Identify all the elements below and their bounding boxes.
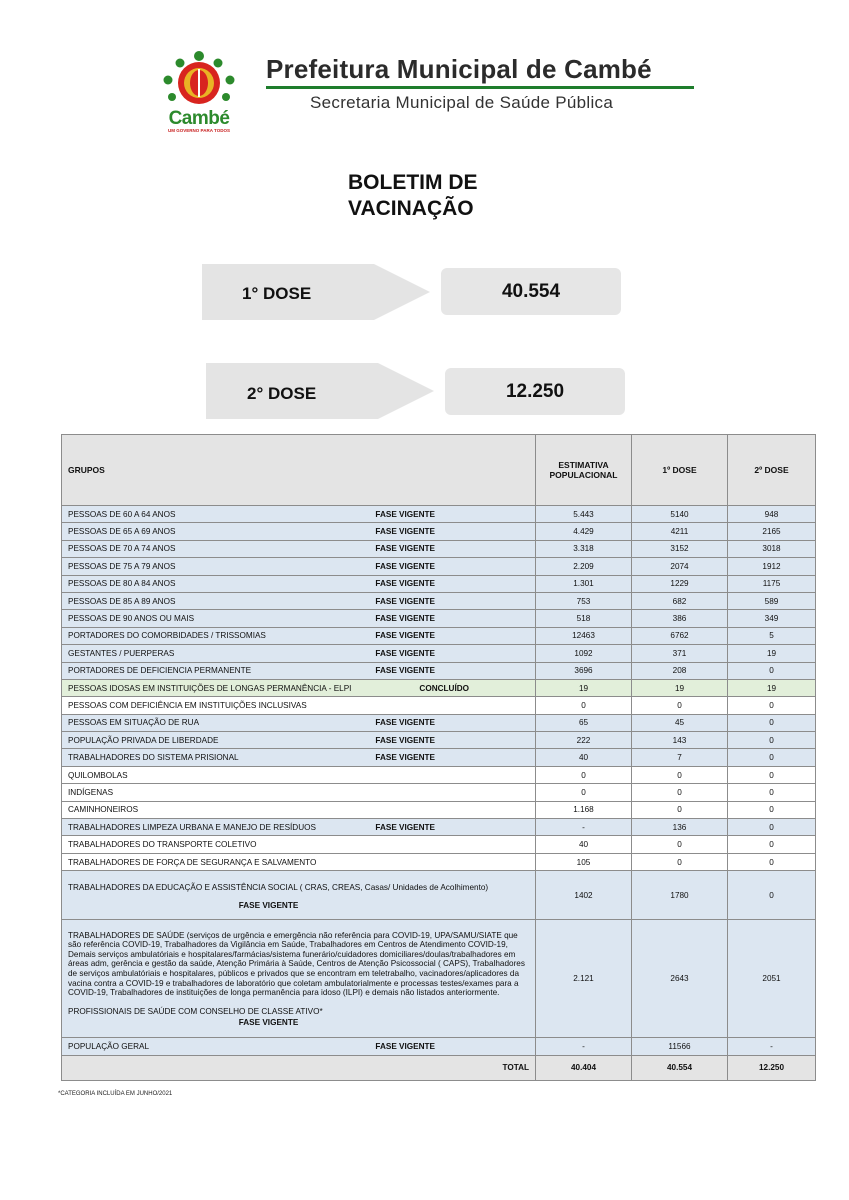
group-cell (62, 610, 536, 627)
estimate-cell: 1.301 (536, 575, 632, 592)
dose-1-cell: 19 (632, 679, 728, 696)
general-group-cell (62, 1038, 536, 1055)
group-label: TRABALHADORES DO TRANSPORTE COLETIVO (68, 840, 257, 850)
dose-1-cell: 143 (632, 732, 728, 749)
table-row (62, 714, 816, 731)
education-dose-1: 1780 (632, 871, 728, 920)
group-cell (62, 662, 536, 679)
estimate-cell: 4.429 (536, 523, 632, 540)
phase-label: FASE VIGENTE (375, 561, 435, 571)
group-label: PESSOAS EM SITUAÇÃO DE RUA (68, 718, 200, 728)
dose-1-arrow (202, 264, 432, 320)
phase-label: FASE VIGENTE (375, 735, 435, 745)
education-group-label: TRABALHADORES DA EDUCAÇÃO E ASSISTÊNCIA SOCIAL ( CRAS, CREAS, Casas/ Unidades de Acolhimento) (68, 882, 489, 892)
total-label: TOTAL (62, 1055, 536, 1080)
group-label: PESSOAS DE 70 A 74 ANOS (68, 544, 176, 554)
table-row (62, 749, 816, 766)
dose-2-cell: 0 (728, 766, 816, 783)
dose-1-cell: 208 (632, 662, 728, 679)
dose-2-cell: 3018 (728, 540, 816, 557)
group-cell (62, 853, 536, 870)
health-group-cell (62, 920, 536, 1038)
phase-label: FASE VIGENTE (375, 527, 435, 537)
group-cell (62, 766, 536, 783)
group-label: PESSOAS COM DEFICIÊNCIA EM INSTITUIÇÕES INCLUSIVAS (68, 700, 307, 710)
estimate-cell: 3696 (536, 662, 632, 679)
table-row (62, 506, 816, 523)
footnote: *CATEGORIA INCLUÍDA EM JUNHO/2021 (58, 1091, 173, 1097)
table-row (62, 575, 816, 592)
group-label: PORTADORES DE DEFICIENCIA PERMANENTE (68, 666, 252, 676)
header-dose-1: 1º DOSE (632, 435, 728, 506)
dose-1-cell: 3152 (632, 540, 728, 557)
group-cell (62, 558, 536, 575)
phase-concluded-label: CONCLUÍDO (419, 683, 469, 693)
group-cell (62, 784, 536, 801)
phase-label: FASE VIGENTE (375, 596, 435, 606)
group-label: GESTANTES / PUERPERAS (68, 648, 175, 658)
dose-2-cell: 0 (728, 662, 816, 679)
group-cell (62, 575, 536, 592)
table-row (62, 732, 816, 749)
dose-2-cell: 1175 (728, 575, 816, 592)
table-row (62, 784, 816, 801)
education-group-cell (62, 871, 536, 920)
header-divider (266, 86, 694, 89)
dose-1-cell: 682 (632, 592, 728, 609)
health-estimate: 2.121 (536, 920, 632, 1038)
group-cell (62, 732, 536, 749)
dose-2-label: 2° DOSE (247, 384, 317, 403)
general-dose-2: - (728, 1038, 816, 1055)
dose-2-cell: 0 (728, 853, 816, 870)
general-group-label: POPULAÇÃO GERAL (68, 1041, 149, 1051)
total-dose-2: 12.250 (728, 1055, 816, 1080)
estimate-cell: 5.443 (536, 506, 632, 523)
group-cell (62, 697, 536, 714)
total-estimate: 40.404 (536, 1055, 632, 1080)
phase-label: FASE VIGENTE (375, 648, 435, 658)
dose-2-arrow (206, 363, 436, 419)
vaccination-table (61, 434, 816, 1081)
table-row (62, 558, 816, 575)
group-label: PESSOAS IDOSAS EM INSTITUIÇÕES DE LONGAS PERMANÊNCIA - ELPI (68, 683, 352, 693)
group-cell (62, 749, 536, 766)
estimate-cell: 1.168 (536, 801, 632, 818)
dose-1-value: 40.554 (441, 268, 621, 315)
dose-2-cell: 0 (728, 836, 816, 853)
group-label: POPULAÇÃO PRIVADA DE LIBERDADE (68, 735, 219, 745)
group-label: PESSOAS DE 60 A 64 ANOS (68, 509, 176, 519)
dose-2-cell: 1912 (728, 558, 816, 575)
header-dose-2: 2º DOSE (728, 435, 816, 506)
page-title-line-2: VACINAÇÃO (348, 197, 474, 220)
dose-1-cell: 6762 (632, 627, 728, 644)
group-cell (62, 679, 536, 696)
dose-2-cell: 0 (728, 819, 816, 836)
estimate-cell: 222 (536, 732, 632, 749)
group-label: PESSOAS DE 65 A 69 ANOS (68, 527, 176, 537)
estimate-cell: 65 (536, 714, 632, 731)
group-cell (62, 506, 536, 523)
dose-2-cell: 0 (728, 697, 816, 714)
group-cell (62, 819, 536, 836)
estimate-cell: 0 (536, 697, 632, 714)
table-row-general (62, 1038, 816, 1055)
dose-1-cell: 0 (632, 697, 728, 714)
table-header-row (62, 435, 816, 506)
table-row (62, 645, 816, 662)
table-row (62, 766, 816, 783)
dose-1-cell: 1229 (632, 575, 728, 592)
dose-2-cell: 19 (728, 679, 816, 696)
estimate-cell: 12463 (536, 627, 632, 644)
dose-2-cell: 0 (728, 749, 816, 766)
table-row (62, 662, 816, 679)
header-groups: GRUPOS (62, 435, 536, 506)
dose-2-cell: 0 (728, 801, 816, 818)
table-body (62, 506, 816, 1081)
dose-2-cell: 948 (728, 506, 816, 523)
estimate-cell: 3.318 (536, 540, 632, 557)
dose-2-cell: 2165 (728, 523, 816, 540)
group-label: TRABALHADORES LIMPEZA URBANA E MANEJO DE RESÍDUOS (68, 822, 316, 832)
health-group-label: TRABALHADORES DE SAÚDE (serviços de urgência e emergência não referência para COVID-19, UPA/SAMU/SIATE que são referência COVID-19, Trabalhadores da Vigilância em Saúde, Trabalhadores em Centros de Atendimento COVID-19, Demais serviços ambulatóriais e hospitalares/farmácias/sistema funerário/cuidadores domiciliares/doulas/trabalhadores em áreas adm, gerência e gestão da saúde, Atenção Primária à Saúde, Centros de Atenção Psicossocial ( CAPS), Trabalhadores de serviços ambulatóriais e hospitalares, públicos e privados que se encontram em teletrabalho, vacinadores/aplicadores da vacina contra a COVID-19 e trabalhadores de laboratório que coletam ambulatorialmente e processas testes/exames para a COVID-19, Trabalhadores de instituições de longa permanência para idoso (ILPI) e demais não listados anteriormente. (68, 930, 525, 998)
group-cell (62, 592, 536, 609)
table-row (62, 627, 816, 644)
estimate-cell: 40 (536, 836, 632, 853)
dose-1-label: 1° DOSE (242, 284, 312, 303)
page-title (348, 170, 478, 222)
phase-label: FASE VIGENTE (375, 544, 435, 554)
dose-1-cell: 45 (632, 714, 728, 731)
dose-1-cell: 0 (632, 836, 728, 853)
group-label: PESSOAS DE 85 A 89 ANOS (68, 596, 176, 606)
estimate-cell: 2.209 (536, 558, 632, 575)
table-row (62, 679, 816, 696)
education-estimate: 1402 (536, 871, 632, 920)
group-label: QUILOMBOLAS (68, 770, 128, 780)
dose-2-value: 12.250 (445, 368, 625, 415)
table-row-total (62, 1055, 816, 1080)
table-row-health (62, 920, 816, 1038)
group-cell (62, 714, 536, 731)
estimate-cell: 0 (536, 766, 632, 783)
org-subtitle: Secretaria Municipal de Saúde Pública (310, 93, 614, 112)
estimate-cell: 753 (536, 592, 632, 609)
health-dose-1: 2643 (632, 920, 728, 1038)
group-cell (62, 627, 536, 644)
logo-wordmark: Cambé (168, 108, 230, 129)
dose-1-cell: 7 (632, 749, 728, 766)
table-row (62, 853, 816, 870)
phase-label: FASE VIGENTE (375, 822, 435, 832)
dose-1-cell: 5140 (632, 506, 728, 523)
total-dose-1: 40.554 (632, 1055, 728, 1080)
estimate-cell: 1092 (536, 645, 632, 662)
dose-2-cell: 5 (728, 627, 816, 644)
estimate-cell: 40 (536, 749, 632, 766)
dose-1-cell: 136 (632, 819, 728, 836)
org-title: Prefeitura Municipal de Cambé (266, 54, 652, 84)
dose-1-cell: 0 (632, 766, 728, 783)
estimate-cell: - (536, 819, 632, 836)
table-row (62, 610, 816, 627)
group-cell (62, 801, 536, 818)
table-row (62, 697, 816, 714)
dose-1-cell: 0 (632, 801, 728, 818)
group-label: PESSOAS DE 80 A 84 ANOS (68, 579, 176, 589)
table-row (62, 523, 816, 540)
dose-1-cell: 386 (632, 610, 728, 627)
general-phase: FASE VIGENTE (375, 1041, 435, 1051)
dose-2-cell: 0 (728, 784, 816, 801)
education-dose-2: 0 (728, 871, 816, 920)
phase-label: FASE VIGENTE (375, 614, 435, 624)
dose-2-cell: 349 (728, 610, 816, 627)
general-dose-1: 11566 (632, 1038, 728, 1055)
estimate-cell: 0 (536, 784, 632, 801)
group-label: PESSOAS DE 90 ANOS OU MAIS (68, 614, 195, 624)
table-row-education (62, 871, 816, 920)
page-title-line-1: BOLETIM DE (348, 171, 478, 194)
dose-2-cell: 0 (728, 732, 816, 749)
phase-label: FASE VIGENTE (375, 509, 435, 519)
phase-label: FASE VIGENTE (375, 631, 435, 641)
dose-2-cell: 19 (728, 645, 816, 662)
education-phase: FASE VIGENTE (238, 900, 299, 910)
phase-label: FASE VIGENTE (375, 579, 435, 589)
dose-1-cell: 0 (632, 853, 728, 870)
group-label: TRABALHADORES DE FORÇA DE SEGURANÇA E SALVAMENTO (68, 857, 317, 867)
estimate-cell: 105 (536, 853, 632, 870)
group-label: PESSOAS DE 75 A 79 ANOS (68, 561, 176, 571)
table-row (62, 819, 816, 836)
estimate-cell: 518 (536, 610, 632, 627)
group-cell (62, 645, 536, 662)
group-label: CAMINHONEIROS (68, 805, 139, 815)
table-row (62, 592, 816, 609)
group-label: PORTADORES DO COMORBIDADES / TRISSOMIAS (68, 631, 266, 641)
group-label: INDÍGENAS (68, 787, 114, 797)
phase-label: FASE VIGENTE (375, 753, 435, 763)
estimate-cell: 19 (536, 679, 632, 696)
group-label: TRABALHADORES DO SISTEMA PRISIONAL (68, 753, 239, 763)
dose-1-cell: 4211 (632, 523, 728, 540)
general-estimate: - (536, 1038, 632, 1055)
group-cell (62, 523, 536, 540)
dose-2-cell: 589 (728, 592, 816, 609)
health-phase: FASE VIGENTE (238, 1017, 299, 1027)
phase-label: FASE VIGENTE (375, 718, 435, 728)
dose-1-cell: 371 (632, 645, 728, 662)
table-row (62, 540, 816, 557)
header-estimate: ESTIMATIVA POPULACIONAL (536, 435, 632, 506)
phase-label: FASE VIGENTE (375, 666, 435, 676)
dose-2-cell: 0 (728, 714, 816, 731)
group-cell (62, 540, 536, 557)
health-dose-2: 2051 (728, 920, 816, 1038)
dose-1-cell: 2074 (632, 558, 728, 575)
table-row (62, 801, 816, 818)
dose-1-cell: 0 (632, 784, 728, 801)
health-professionals-label: PROFISSIONAIS DE SAÚDE COM CONSELHO DE CLASSE ATIVO* (68, 1006, 323, 1016)
table-row (62, 836, 816, 853)
logo-slogan: UM GOVERNO PARA TODOS (168, 128, 230, 133)
group-cell (62, 836, 536, 853)
